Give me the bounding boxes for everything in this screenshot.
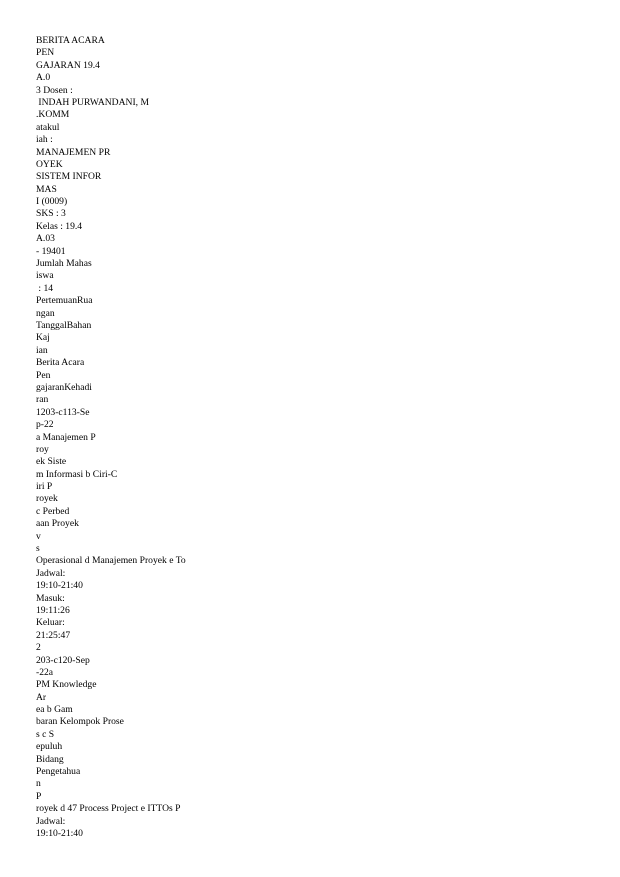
text-line: Jadwal: (36, 815, 66, 827)
text-line: Ar (36, 691, 47, 703)
text-line: aan Proyek (36, 518, 79, 530)
text-line: I (0009) (36, 196, 68, 208)
text-line: : 14 (36, 282, 54, 294)
text-line: Bidang (36, 753, 64, 765)
text-line: s c S (36, 728, 55, 740)
text-line: MAS (36, 183, 57, 195)
text-line: atakul (36, 121, 60, 133)
text-line: ea b Gam (36, 704, 73, 716)
text-line: Masuk: (36, 592, 65, 604)
text-line: m Informasi b Ciri-C (36, 468, 118, 480)
text-line: Kaj (36, 332, 50, 344)
berita-acara-text-body (36, 35, 596, 840)
text-line: 19:10-21:40 (36, 828, 83, 839)
text-line: PertemuanRua (36, 295, 93, 307)
text-line: iswa (36, 270, 54, 282)
text-line: Operasional d Manajemen Proyek e To (36, 555, 186, 567)
text-line: Pengetahua (36, 766, 81, 778)
text-line: s (36, 543, 40, 555)
text-line: iri P (36, 481, 53, 493)
text-line: v (36, 530, 41, 542)
text-line: baran Kelompok Prose (36, 716, 124, 728)
text-line: A.0 (36, 72, 51, 84)
text-line: 203-c120-Sep (36, 654, 90, 666)
text-line: GAJARAN 19.4 (36, 59, 100, 71)
text-line: BERITA ACARA (36, 35, 105, 46)
text-line: .KOMM (36, 109, 70, 121)
text-line: PM Knowledge (36, 679, 97, 691)
text-line: Kelas : 19.4 (36, 220, 83, 232)
text-line: ian (36, 344, 48, 356)
text-line: P (36, 790, 42, 802)
text-line: royek (36, 493, 58, 505)
text-line: gajaranKehadi (36, 381, 92, 393)
text-line: iah : (36, 134, 53, 146)
text-line: Keluar: (36, 617, 65, 629)
text-line: royek d 47 Process Project e ITTOs P (36, 803, 181, 815)
text-line: 2 (36, 642, 41, 654)
text-line: ek Siste (36, 456, 67, 468)
text-line: Pen (36, 369, 51, 381)
text-line: Jadwal: (36, 567, 66, 579)
text-line: a Manajemen P (36, 431, 96, 443)
text-line: SISTEM INFOR (36, 171, 102, 183)
text-line: p-22 (36, 419, 54, 431)
text-line: n (36, 778, 41, 790)
text-line: Berita Acara (36, 357, 85, 369)
text-line: PEN (36, 47, 55, 59)
text-line: TanggalBahan (36, 319, 92, 331)
text-line: SKS : 3 (36, 208, 66, 220)
text-line: 19:11:26 (36, 604, 70, 616)
text-line: 3 Dosen : (36, 84, 73, 96)
text-line: MANAJEMEN PR (36, 146, 111, 158)
text-line: roy (36, 443, 49, 455)
text-line: ran (36, 394, 49, 406)
text-line: 1203-c113-Se (36, 406, 90, 418)
text-line: 19:10-21:40 (36, 580, 83, 592)
text-line: OYEK (36, 158, 63, 170)
text-line: ngan (36, 307, 55, 319)
text-line: c Perbed (36, 505, 70, 517)
text-line: epuluh (36, 741, 63, 753)
text-line: -22a (36, 666, 54, 678)
text-line: INDAH PURWANDANI, M (36, 96, 149, 108)
text-line: 21:25:47 (36, 629, 71, 641)
text-line: Jumlah Mahas (36, 258, 92, 270)
text-line: A.03 (36, 233, 55, 245)
text-line: - 19401 (36, 245, 66, 257)
